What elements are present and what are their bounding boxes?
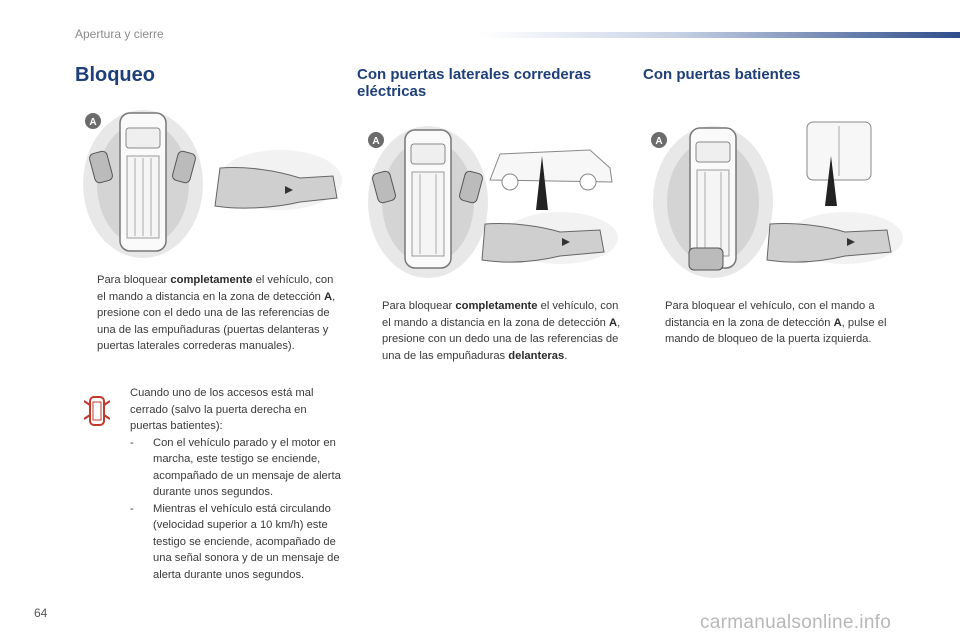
warning-note xyxy=(130,385,345,583)
header-bar xyxy=(480,32,960,38)
note-item: - Mientras el vehículo está circulando (velocidad superior a 10 km/h) este testigo se enciende, acompañado de una señal sonora y de un mensaje de alerta durante unos segundos. xyxy=(130,502,340,581)
note-intro: Cuando uno de los accesos está mal cerrado (salvo la puerta derecha en puertas batientes): xyxy=(130,387,314,432)
figure-correderas xyxy=(360,120,622,280)
note-item: - Con el vehículo parado y el motor en marcha, este testigo se enciende, acompañado de un mensaje de alerta durante unos segundos. xyxy=(130,436,341,498)
figure-bloqueo xyxy=(75,108,345,260)
bullet-batientes: Para bloquear el vehículo, con el mando a distancia en la zona de detección A, pulse el mando de bloqueo de la puerta izquierda. xyxy=(665,300,887,345)
title-bloqueo: Bloqueo xyxy=(75,64,155,86)
zone-label-a: A xyxy=(372,136,380,147)
title-correderas: Con puertas laterales correderas eléctricas xyxy=(357,66,592,100)
figure-batientes xyxy=(645,120,907,280)
bullet-bloqueo: Para bloquear completamente el vehículo, con el mando a distancia en la zona de detección A, presione con el dedo una de las referencias de una de las empuñaduras (puertas delanteras y puertas laterales correderas manuales). xyxy=(97,274,336,352)
page-number: 64 xyxy=(34,606,48,620)
zone-label-a: A xyxy=(655,136,663,147)
bullet-correderas: Para bloquear completamente el vehículo, con el mando a distancia en la zona de detección A, presione con un dedo una de las referencias de una de las empuñaduras delanteras. xyxy=(382,300,621,362)
door-open-warning-icon xyxy=(84,393,110,429)
title-batientes: Con puertas batientes xyxy=(643,66,801,83)
watermark: carmanualsonline.info xyxy=(700,612,892,633)
zone-label-a: A xyxy=(89,117,97,128)
section-header: Apertura y cierre xyxy=(75,27,164,41)
